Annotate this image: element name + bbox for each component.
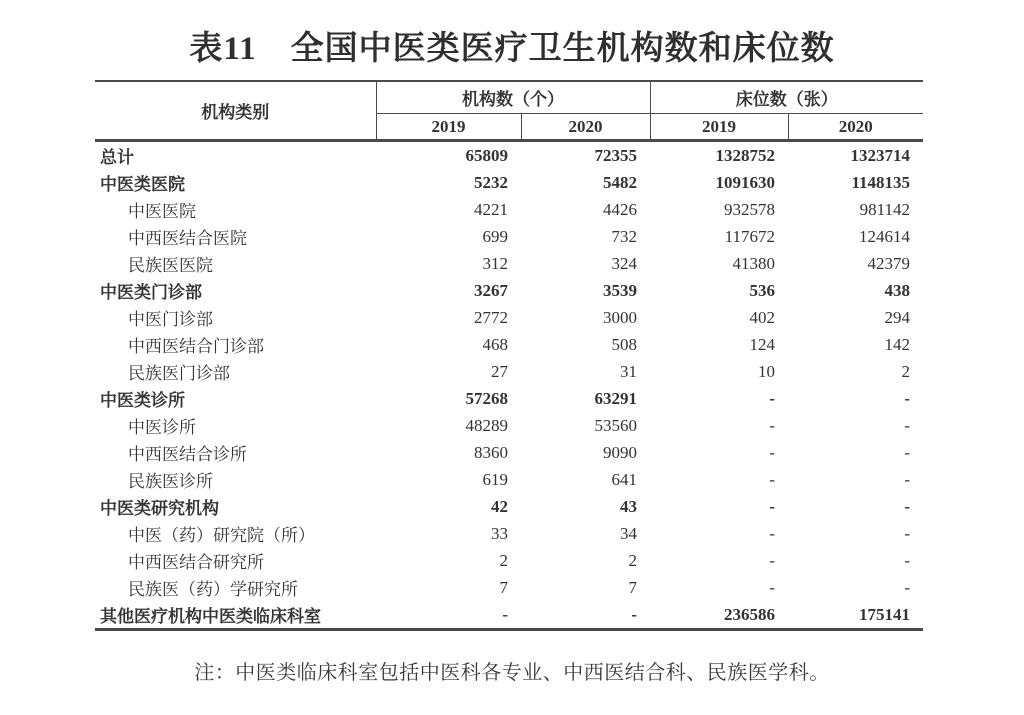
cell-value: - [769, 442, 775, 462]
cell-value: 312 [482, 253, 508, 273]
cell-value: 324 [611, 253, 637, 273]
cell-value: 236586 [724, 604, 775, 624]
page-title: 表11 全国中医类医疗卫生机构数和床位数 [189, 31, 835, 67]
table-row [95, 493, 923, 520]
cell-value: - [769, 550, 775, 570]
cell-value: 4426 [603, 199, 637, 219]
cell-value: 536 [749, 280, 775, 300]
cell-value: - [769, 415, 775, 435]
cell-value: 42 [491, 496, 508, 516]
cell-value: 27 [491, 361, 508, 381]
cell-value: - [769, 469, 775, 489]
cell-value: - [904, 550, 910, 570]
cell-value: 3539 [603, 280, 637, 300]
cell-value: 3000 [603, 307, 637, 327]
cell-value: 732 [611, 226, 637, 246]
header-group-row [95, 81, 923, 114]
statistics-table [95, 80, 923, 631]
cell-value: 72355 [594, 145, 637, 165]
table-row [95, 196, 923, 223]
table-row [95, 439, 923, 466]
header-institutions-group: 机构数（个） [376, 81, 650, 114]
table-row [95, 331, 923, 358]
cell-value: 34 [620, 523, 637, 543]
table-row [95, 385, 923, 412]
cell-value: 65809 [465, 145, 508, 165]
cell-value: - [769, 496, 775, 516]
cell-value: 124 [749, 334, 775, 354]
cell-value: 41380 [732, 253, 775, 273]
cell-value: 2 [901, 361, 910, 381]
cell-value: 402 [749, 307, 775, 327]
row-label: 中医医院 [128, 202, 196, 221]
table-row [95, 412, 923, 439]
cell-value: 1091630 [715, 172, 775, 192]
cell-value: 294 [884, 307, 910, 327]
cell-value: - [904, 442, 910, 462]
cell-value: 2 [499, 550, 508, 570]
cell-value: 175141 [859, 604, 910, 624]
cell-value: 9090 [603, 442, 637, 462]
cell-value: 53560 [594, 415, 637, 435]
cell-value: 10 [758, 361, 775, 381]
cell-value: 981142 [859, 199, 910, 219]
table-row [95, 277, 923, 304]
table-row [95, 223, 923, 250]
header-year-inst-2020: 2020 [521, 114, 650, 141]
cell-value: 5482 [603, 172, 637, 192]
table-row [95, 520, 923, 547]
cell-value: 33 [491, 523, 508, 543]
row-label: 民族医诊所 [128, 472, 213, 491]
table-row [95, 250, 923, 277]
row-label: 中西医结合研究所 [128, 553, 264, 572]
table-row [95, 574, 923, 601]
table-row [95, 141, 923, 170]
cell-value: 3267 [474, 280, 508, 300]
cell-value: 5232 [474, 172, 508, 192]
row-label: 其他医疗机构中医类临床科室 [100, 607, 321, 626]
cell-value: - [769, 577, 775, 597]
cell-value: 57268 [465, 388, 508, 408]
row-label: 中医类诊所 [100, 391, 185, 410]
cell-value: - [904, 388, 910, 408]
cell-value: - [769, 523, 775, 543]
table-header [95, 81, 923, 141]
table-row [95, 601, 923, 630]
cell-value: 508 [611, 334, 637, 354]
cell-value: 42379 [867, 253, 910, 273]
header-year-inst-2019: 2019 [376, 114, 521, 141]
table-row [95, 304, 923, 331]
cell-value: 1323714 [850, 145, 910, 165]
cell-value: - [502, 604, 508, 624]
cell-value: - [769, 388, 775, 408]
cell-value: 468 [482, 334, 508, 354]
cell-value: 124614 [859, 226, 910, 246]
row-label: 中西医结合门诊部 [128, 337, 264, 356]
cell-value: 142 [884, 334, 910, 354]
data-table [95, 80, 923, 631]
table-row [95, 358, 923, 385]
cell-value: 1328752 [715, 145, 775, 165]
row-label: 民族医医院 [128, 256, 213, 275]
table-row [95, 466, 923, 493]
cell-value: 1148135 [851, 172, 910, 192]
cell-value: - [904, 523, 910, 543]
cell-value: - [904, 577, 910, 597]
table-row [95, 169, 923, 196]
cell-value: 699 [482, 226, 508, 246]
cell-value: 8360 [474, 442, 508, 462]
row-label: 中医类研究机构 [100, 499, 219, 518]
row-label: 中西医结合诊所 [128, 445, 247, 464]
header-year-beds-2020: 2020 [838, 116, 873, 136]
cell-value: - [904, 415, 910, 435]
row-label: 中医诊所 [128, 418, 196, 437]
cell-value: 31 [620, 361, 637, 381]
cell-value: - [904, 496, 910, 516]
cell-value: 117672 [724, 226, 775, 246]
row-label: 民族医门诊部 [128, 364, 230, 383]
row-label: 中西医结合医院 [128, 229, 247, 248]
header-beds-group: 床位数（张） [650, 81, 923, 114]
row-label: 总计 [100, 148, 134, 167]
table-body [95, 141, 923, 630]
cell-value: 7 [499, 577, 508, 597]
cell-value: 2 [628, 550, 637, 570]
cell-value: 63291 [594, 388, 637, 408]
row-label: 中医（药）研究院（所） [128, 526, 315, 545]
header-year-beds-2019: 2019 [650, 114, 788, 141]
cell-value: 619 [482, 469, 508, 489]
cell-value: 2772 [474, 307, 508, 327]
header-category: 机构类别 [95, 81, 376, 141]
cell-value: 438 [884, 280, 910, 300]
cell-value: 641 [611, 469, 637, 489]
cell-value: 932578 [724, 199, 775, 219]
cell-value: 48289 [465, 415, 508, 435]
cell-value: 43 [620, 496, 637, 516]
table-row [95, 547, 923, 574]
cell-value: 4221 [474, 199, 508, 219]
cell-value: 7 [628, 577, 637, 597]
row-label: 民族医（药）学研究所 [128, 580, 298, 599]
cell-value: - [631, 604, 637, 624]
cell-value: - [904, 469, 910, 489]
table-footnote: 注：中医类临床科室包括中医科各专业、中西医结合科、民族医学科。 [194, 662, 830, 684]
row-label: 中医类门诊部 [100, 283, 202, 302]
row-label: 中医门诊部 [128, 310, 213, 329]
row-label: 中医类医院 [100, 175, 185, 194]
